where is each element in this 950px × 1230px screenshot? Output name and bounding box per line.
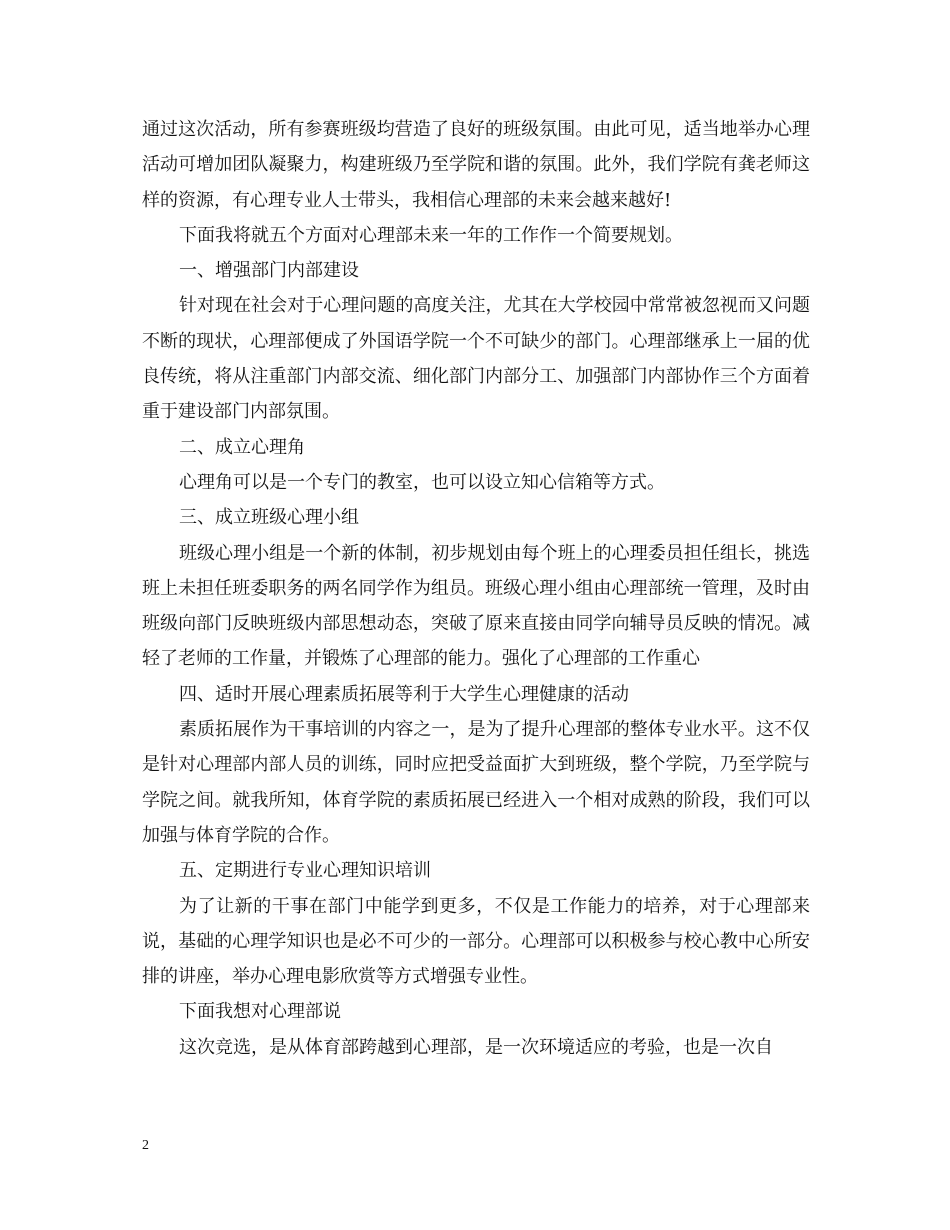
section-heading-4: 四、适时开展心理素质拓展等利于大学生心理健康的活动 <box>179 683 629 705</box>
section-heading-1: 一、增强部门内部建设 <box>179 260 359 282</box>
section-heading-5: 五、定期进行专业心理知识培训 <box>179 860 431 882</box>
paragraph-3: 针对现在社会对于心理问题的高度关注，尤其在大学校园中常常被忽视而又问题不断的现状，心理部便成了外国语学院一个不可缺少的部门。心理部继承上一届的优良传统，将从注重部门内部交流、细化部门内部分工、加强部门内部协作三个方面着重于建设部门内部氛围。 <box>142 295 810 423</box>
paragraph-5: 班级心理小组是一个新的体制，初步规划由每个班上的心理委员担任组长，挑选班上未担任班委职务的两名同学作为组员。班级心理小组由心理部统一管理，及时由班级向部门反映班级内部思想动态，突破了原来直接由同学向辅导员反映的情况。减轻了老师的工作量，并锻炼了心理部的能力。强化了心理部的工作重心 <box>142 542 810 670</box>
paragraph-2: 下面我将就五个方面对心理部未来一年的工作作一个简要规划。 <box>179 224 683 246</box>
paragraph-1: 通过这次活动，所有参赛班级均营造了良好的班级氛围。由此可见，适当地举办心理活动可增加团队凝聚力，构建班级乃至学院和谐的氛围。此外，我们学院有龚老师这样的资源，有心理专业人士带头，我相信心理部的未来会越来越好! <box>142 119 810 211</box>
document-body <box>142 112 810 1065</box>
paragraph-4: 心理角可以是一个专门的教室，也可以设立知心信箱等方式。 <box>179 471 665 493</box>
paragraph-6: 素质拓展作为干事培训的内容之一，是为了提升心理部的整体专业水平。这不仅是针对心理部内部人员的训练，同时应把受益面扩大到班级，整个学院，乃至学院与学院之间。就我所知，体育学院的素质拓展已经进入一个相对成熟的阶段，我们可以加强与体育学院的合作。 <box>142 719 810 846</box>
paragraph-8: 下面我想对心理部说 <box>179 1001 341 1023</box>
section-heading-2: 二、成立心理角 <box>179 436 305 458</box>
paragraph-7: 为了让新的干事在部门中能学到更多，不仅是工作能力的培养，对于心理部来说，基础的心理学知识也是必不可少的一部分。心理部可以积极参与校心教中心所安排的讲座，举办心理电影欣赏等方式增强专业性。 <box>142 895 810 988</box>
section-heading-3: 三、成立班级心理小组 <box>179 507 359 529</box>
page-number: 2 <box>142 1138 149 1153</box>
paragraph-9: 这次竞选，是从体育部跨越到心理部，是一次环境适应的考验，也是一次自 <box>179 1036 773 1058</box>
